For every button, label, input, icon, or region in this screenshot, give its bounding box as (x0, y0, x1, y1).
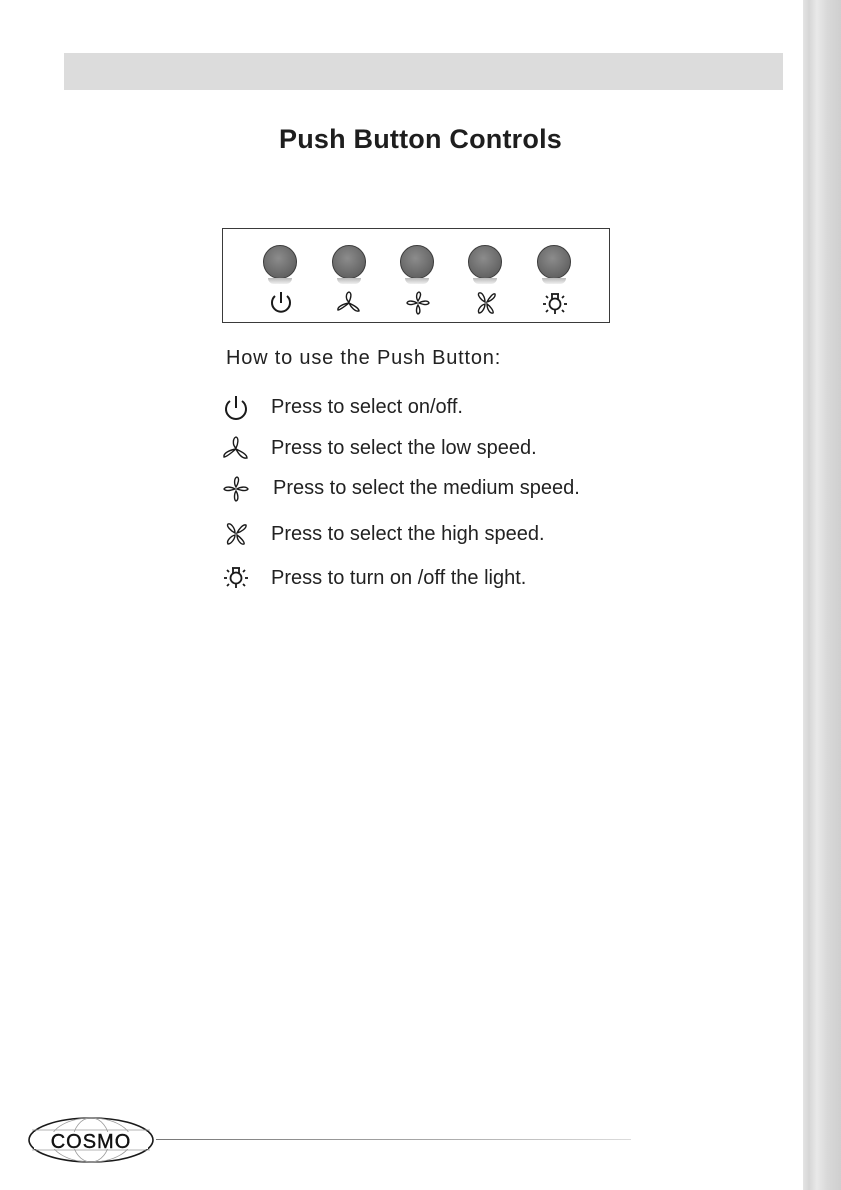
control-panel (222, 228, 610, 323)
instruction-text: Press to select the low speed. (271, 437, 537, 459)
footer-rule (156, 1139, 631, 1140)
high-speed-push-button[interactable] (468, 245, 502, 279)
instructions-heading: How to use the Push Button: (226, 347, 502, 369)
light-icon (220, 564, 252, 594)
brand-logo (26, 1115, 156, 1165)
fan-medium-icon (220, 474, 252, 504)
light-push-button[interactable] (537, 245, 571, 279)
header-band (64, 53, 783, 90)
brand-logo-text: COSMO (50, 1131, 132, 1153)
power-icon (220, 393, 252, 423)
page-title: Push Button Controls (279, 124, 562, 154)
instruction-text: Press to select the high speed. (271, 523, 545, 545)
fan-high-icon (471, 289, 501, 317)
fan-medium-icon (403, 289, 433, 317)
power-push-button[interactable] (263, 245, 297, 279)
fan-high-icon (220, 520, 252, 550)
fan-low-icon (334, 289, 364, 317)
instruction-text: Press to select the medium speed. (273, 477, 580, 499)
low-speed-push-button[interactable] (332, 245, 366, 279)
medium-speed-push-button[interactable] (400, 245, 434, 279)
light-icon (540, 289, 570, 317)
instruction-text: Press to turn on /off the light. (271, 567, 527, 589)
power-icon (266, 289, 296, 317)
instruction-text: Press to select on/off. (271, 396, 463, 418)
page-edge-strip (803, 0, 841, 1190)
fan-low-icon (220, 434, 252, 464)
